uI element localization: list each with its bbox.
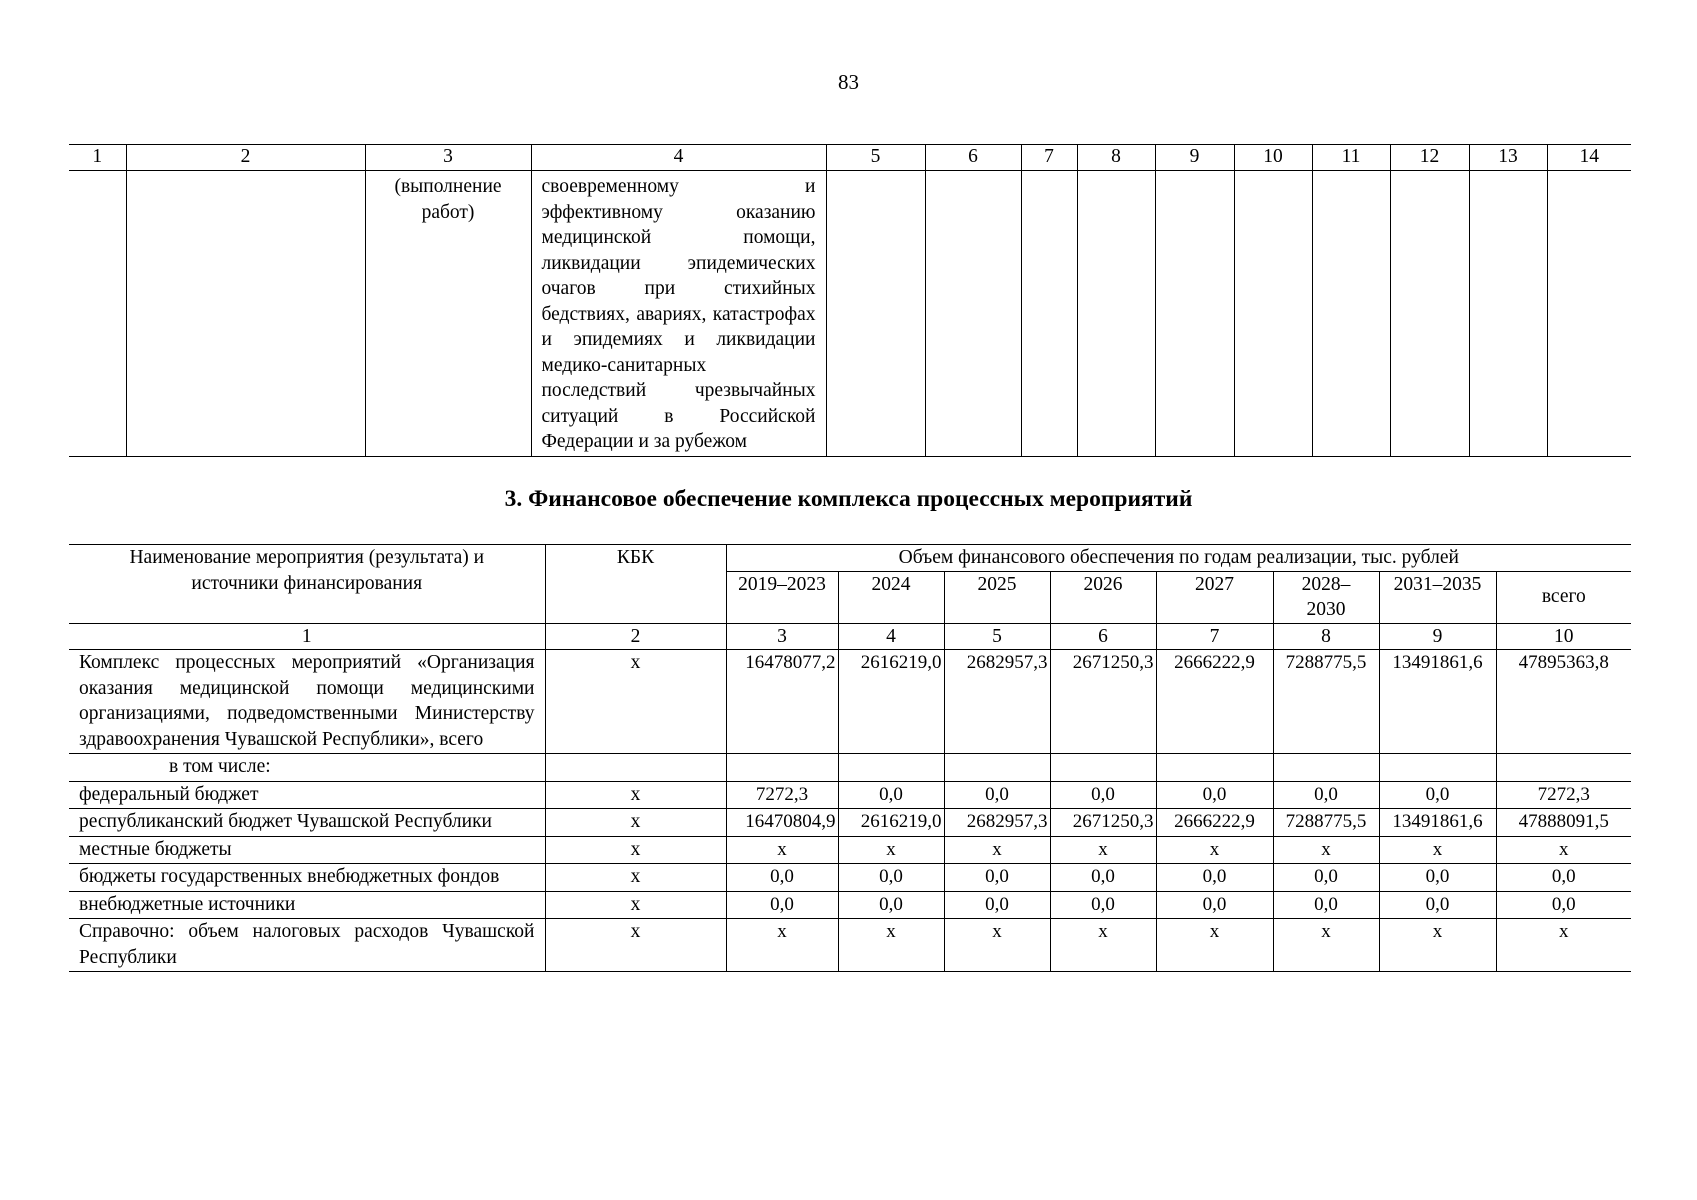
kbk-cell [545, 754, 726, 782]
value-cell: 0,0 [838, 781, 944, 809]
value-cell: 0,0 [1496, 891, 1631, 919]
value-cell [1156, 754, 1273, 782]
value-cell: 0,0 [838, 891, 944, 919]
table-cell [1155, 171, 1234, 457]
column-number: 7 [1156, 623, 1273, 650]
value-cell: 7288775,5 [1273, 809, 1379, 837]
column-number: 9 [1155, 145, 1234, 171]
value-cell: 0,0 [944, 864, 1050, 892]
kbk-cell: x [545, 864, 726, 892]
value-cell: 7272,3 [726, 781, 838, 809]
value-cell [1496, 754, 1631, 782]
value-cell: 2666222,9 [1156, 650, 1273, 754]
kbk-cell: x [545, 919, 726, 972]
value-cell: 2671250,3 [1050, 809, 1156, 837]
value-cell: x [726, 836, 838, 864]
year-header: 2019–2023 [726, 571, 838, 623]
column-number: 11 [1312, 145, 1390, 171]
value-cell: 0,0 [1273, 864, 1379, 892]
table-row [69, 781, 1631, 809]
header-name-cell [69, 545, 545, 624]
table-cell [925, 171, 1021, 457]
column-number: 5 [944, 623, 1050, 650]
value-cell: 0,0 [944, 781, 1050, 809]
value-cell: 0,0 [838, 864, 944, 892]
year-header: 2026 [1050, 571, 1156, 623]
table-cell [531, 171, 826, 457]
table-cell [126, 171, 365, 457]
value-cell: 0,0 [1156, 781, 1273, 809]
cell-text: (выполнение работ) [394, 176, 502, 223]
column-number: 5 [826, 145, 925, 171]
table-cell [365, 171, 531, 457]
value-cell: x [1379, 836, 1496, 864]
table-cell [1021, 171, 1077, 457]
value-cell: 2682957,3 [944, 809, 1050, 837]
column-number: 6 [925, 145, 1021, 171]
value-cell: 2671250,3 [1050, 650, 1156, 754]
value-cell: x [1379, 919, 1496, 972]
table-row [69, 891, 1631, 919]
column-number: 3 [365, 145, 531, 171]
value-cell [1050, 754, 1156, 782]
column-number: 8 [1077, 145, 1155, 171]
column-number-row [69, 623, 1631, 650]
table-cell [1312, 171, 1390, 457]
table-row [69, 809, 1631, 837]
header-name: Наименование мероприятия (результата) и источники финансирования [129, 547, 485, 594]
column-number: 6 [1050, 623, 1156, 650]
value-cell: 0,0 [726, 864, 838, 892]
value-cell: 16470804,9 [726, 809, 838, 837]
table-cell [1469, 171, 1547, 457]
column-number: 13 [1469, 145, 1547, 171]
table-cell [1547, 171, 1631, 457]
value-cell: 7288775,5 [1273, 650, 1379, 754]
value-cell: x [1496, 919, 1631, 972]
table-row [69, 864, 1631, 892]
value-cell: 0,0 [1050, 864, 1156, 892]
year-header: 2028–2030 [1273, 571, 1379, 623]
value-cell: 0,0 [726, 891, 838, 919]
row-name: местные бюджеты [69, 836, 545, 864]
value-cell: 2682957,3 [944, 650, 1050, 754]
value-cell: x [1273, 836, 1379, 864]
header-volume-cell [726, 545, 1631, 572]
value-cell: 2666222,9 [1156, 809, 1273, 837]
value-cell: 0,0 [944, 891, 1050, 919]
value-cell: 0,0 [1379, 781, 1496, 809]
column-number: 9 [1379, 623, 1496, 650]
value-cell: 13491861,6 [1379, 809, 1496, 837]
value-cell: 0,0 [1379, 891, 1496, 919]
value-cell: 0,0 [1050, 781, 1156, 809]
column-number: 7 [1021, 145, 1077, 171]
table-cell [1077, 171, 1155, 457]
value-cell: 47888091,5 [1496, 809, 1631, 837]
kbk-cell: x [545, 809, 726, 837]
value-cell [726, 754, 838, 782]
header-kbk: КБК [616, 547, 655, 568]
value-cell: 2616219,0 [838, 650, 944, 754]
table-row [69, 171, 1631, 457]
year-header: 2027 [1156, 571, 1273, 623]
table-cell [69, 171, 126, 457]
value-cell [1273, 754, 1379, 782]
value-cell: 0,0 [1156, 891, 1273, 919]
row-name: внебюджетные источники [69, 891, 545, 919]
value-cell: 0,0 [1156, 864, 1273, 892]
row-name: в том числе: [69, 754, 545, 782]
header-volume: Объем финансового обеспечения по годам реализации, тыс. рублей [898, 547, 1459, 568]
column-number: 2 [545, 623, 726, 650]
value-cell: 0,0 [1379, 864, 1496, 892]
table-row [69, 919, 1631, 972]
financing-table [69, 544, 1631, 972]
value-cell [1379, 754, 1496, 782]
column-number: 2 [126, 145, 365, 171]
value-cell: x [1496, 836, 1631, 864]
column-number: 12 [1390, 145, 1469, 171]
column-number: 4 [531, 145, 826, 171]
column-number: 14 [1547, 145, 1631, 171]
value-cell: 0,0 [1273, 891, 1379, 919]
value-cell: x [1156, 919, 1273, 972]
year-header: 2025 [944, 571, 1050, 623]
value-cell: 0,0 [1496, 864, 1631, 892]
value-cell: x [944, 836, 1050, 864]
continuation-table [69, 144, 1631, 457]
value-cell: x [726, 919, 838, 972]
kbk-cell: x [545, 836, 726, 864]
value-cell: x [1050, 919, 1156, 972]
kbk-cell: x [545, 781, 726, 809]
row-name: республиканский бюджет Чувашской Республики [69, 809, 545, 837]
column-number: 1 [69, 145, 126, 171]
column-number-row [69, 145, 1631, 171]
table-row [69, 836, 1631, 864]
column-number: 8 [1273, 623, 1379, 650]
value-cell [944, 754, 1050, 782]
value-cell: x [944, 919, 1050, 972]
kbk-cell: x [545, 650, 726, 754]
value-cell: x [1273, 919, 1379, 972]
value-cell [838, 754, 944, 782]
row-name: бюджеты государственных внебюджетных фондов [69, 864, 545, 892]
year-header: 2024 [838, 571, 944, 623]
value-cell: x [1156, 836, 1273, 864]
table-cell [1234, 171, 1312, 457]
year-header: всего [1496, 571, 1631, 623]
row-name: Комплекс процессных мероприятий «Организация оказания медицинской помощи медицинскими организациями, подведомственными Министерству здравоохранения Чувашской Республики», всего [69, 650, 545, 754]
value-cell: 16478077,2 [726, 650, 838, 754]
value-cell: 2616219,0 [838, 809, 944, 837]
value-cell: 0,0 [1273, 781, 1379, 809]
value-cell: x [1050, 836, 1156, 864]
table-row [69, 754, 1631, 782]
row-name: федеральный бюджет [69, 781, 545, 809]
column-number: 10 [1496, 623, 1631, 650]
year-header: 2031–2035 [1379, 571, 1496, 623]
column-number: 4 [838, 623, 944, 650]
table-cell [826, 171, 925, 457]
value-cell: 47895363,8 [1496, 650, 1631, 754]
page-number: 83 [838, 70, 859, 94]
value-cell: x [838, 836, 944, 864]
value-cell: 13491861,6 [1379, 650, 1496, 754]
table-cell [1390, 171, 1469, 457]
cell-text: своевременному и эффективному оказанию медицинской помощи, ликвидации эпидемических очагов при стихийных бедствиях, авариях, катастрофах и эпидемиях и ликвидации медико-санитарных последствий чрезвычайных ситуаций в Российской Федерации и за рубежом [541, 176, 816, 452]
value-cell: 7272,3 [1496, 781, 1631, 809]
header-kbk-cell [545, 545, 726, 624]
kbk-cell: x [545, 891, 726, 919]
section-title: 3. Финансовое обеспечение комплекса процессных мероприятий [504, 486, 1193, 512]
header-row [69, 545, 1631, 572]
value-cell: 0,0 [1050, 891, 1156, 919]
column-number: 10 [1234, 145, 1312, 171]
row-name: Справочно: объем налоговых расходов Чувашской Республики [69, 919, 545, 972]
value-cell: x [838, 919, 944, 972]
table-row [69, 650, 1631, 754]
column-number: 1 [69, 623, 545, 650]
column-number: 3 [726, 623, 838, 650]
